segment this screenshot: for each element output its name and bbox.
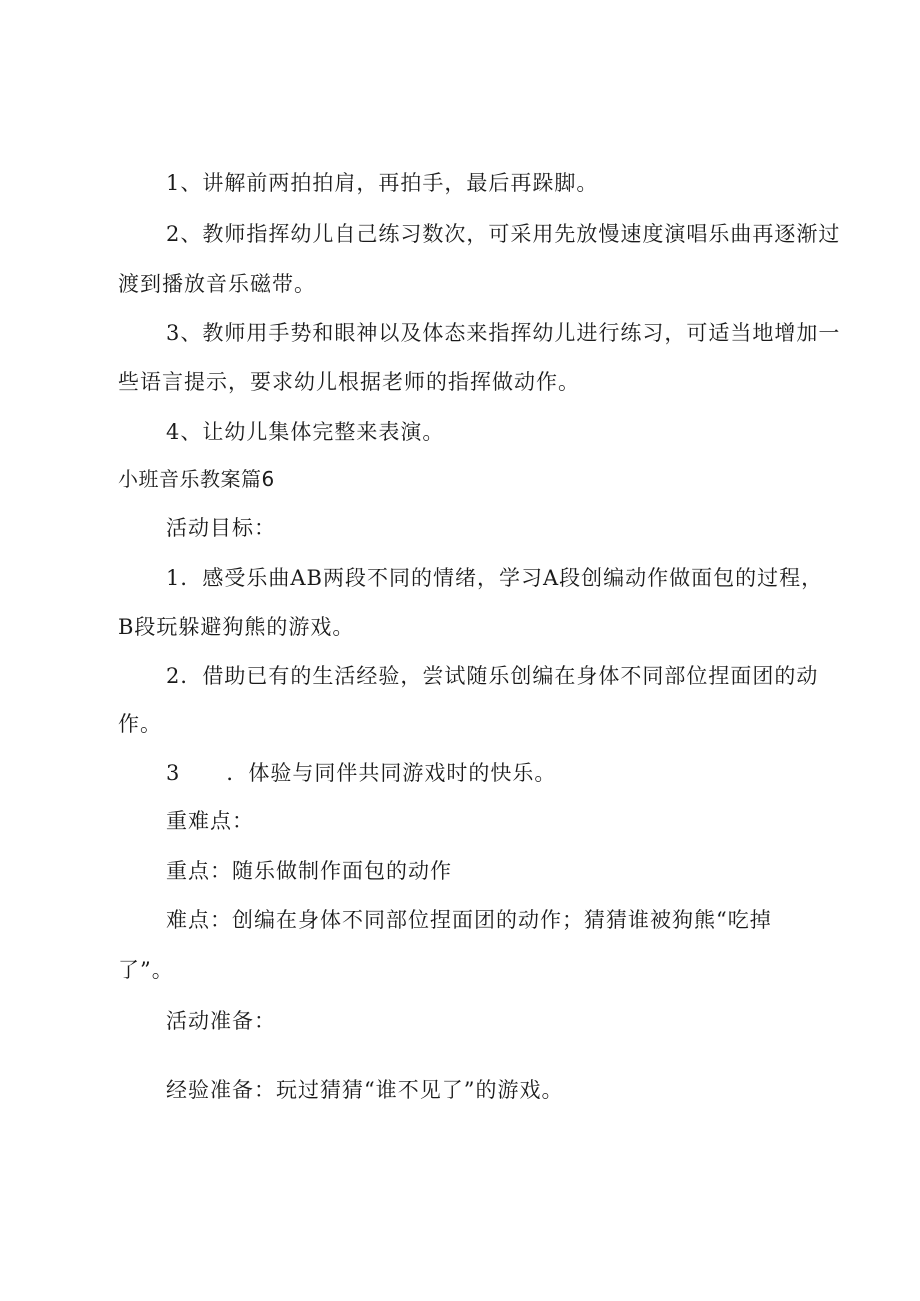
step-2-line-2: 渡到播放音乐磁带。 bbox=[118, 272, 316, 296]
prep-label: 活动准备： bbox=[166, 1009, 276, 1033]
key-point: 重点：随乐做制作面包的动作 bbox=[166, 859, 452, 883]
key-label: 重难点： bbox=[166, 809, 254, 833]
step-1: 1、讲解前两拍拍肩，再拍手，最后再跺脚。 bbox=[166, 171, 599, 195]
step-3-line-2: 些语言提示，要求幼儿根据老师的指挥做动作。 bbox=[118, 370, 580, 394]
section-title: 小班音乐教案篇6 bbox=[118, 467, 275, 491]
step-2-line-1: 2、教师指挥幼儿自己练习数次，可采用先放慢速度演唱乐曲再逐渐过 bbox=[166, 222, 841, 246]
prep-experience: 经验准备：玩过猜猜“谁不见了”的游戏。 bbox=[166, 1078, 564, 1102]
difficulty-line-1: 难点：创编在身体不同部位捏面团的动作；猜猜谁被狗熊“吃掉 bbox=[166, 908, 772, 932]
goal-2-line-1: 2．借助已有的生活经验，尝试随乐创编在身体不同部位捏面团的动 bbox=[166, 664, 819, 688]
goal-1-line-1: 1．感受乐曲AB两段不同的情绪，学习A段创编动作做面包的过程， bbox=[166, 566, 824, 590]
step-4: 4、让幼儿集体完整来表演。 bbox=[166, 420, 445, 444]
difficulty-line-2: 了”。 bbox=[118, 958, 174, 982]
step-3-line-1: 3、教师用手势和眼神以及体态来指挥幼儿进行练习，可适当地增加一 bbox=[166, 321, 841, 345]
goal-3 bbox=[166, 758, 556, 788]
goal-3-text: ．体验与同伴共同游戏时的快乐。 bbox=[226, 761, 557, 785]
goal-3-number: 3 bbox=[166, 761, 181, 785]
goal-2-line-2: 作。 bbox=[118, 712, 162, 736]
goal-1-line-2: B段玩躲避狗熊的游戏。 bbox=[118, 615, 355, 639]
goals-label: 活动目标： bbox=[166, 516, 276, 540]
